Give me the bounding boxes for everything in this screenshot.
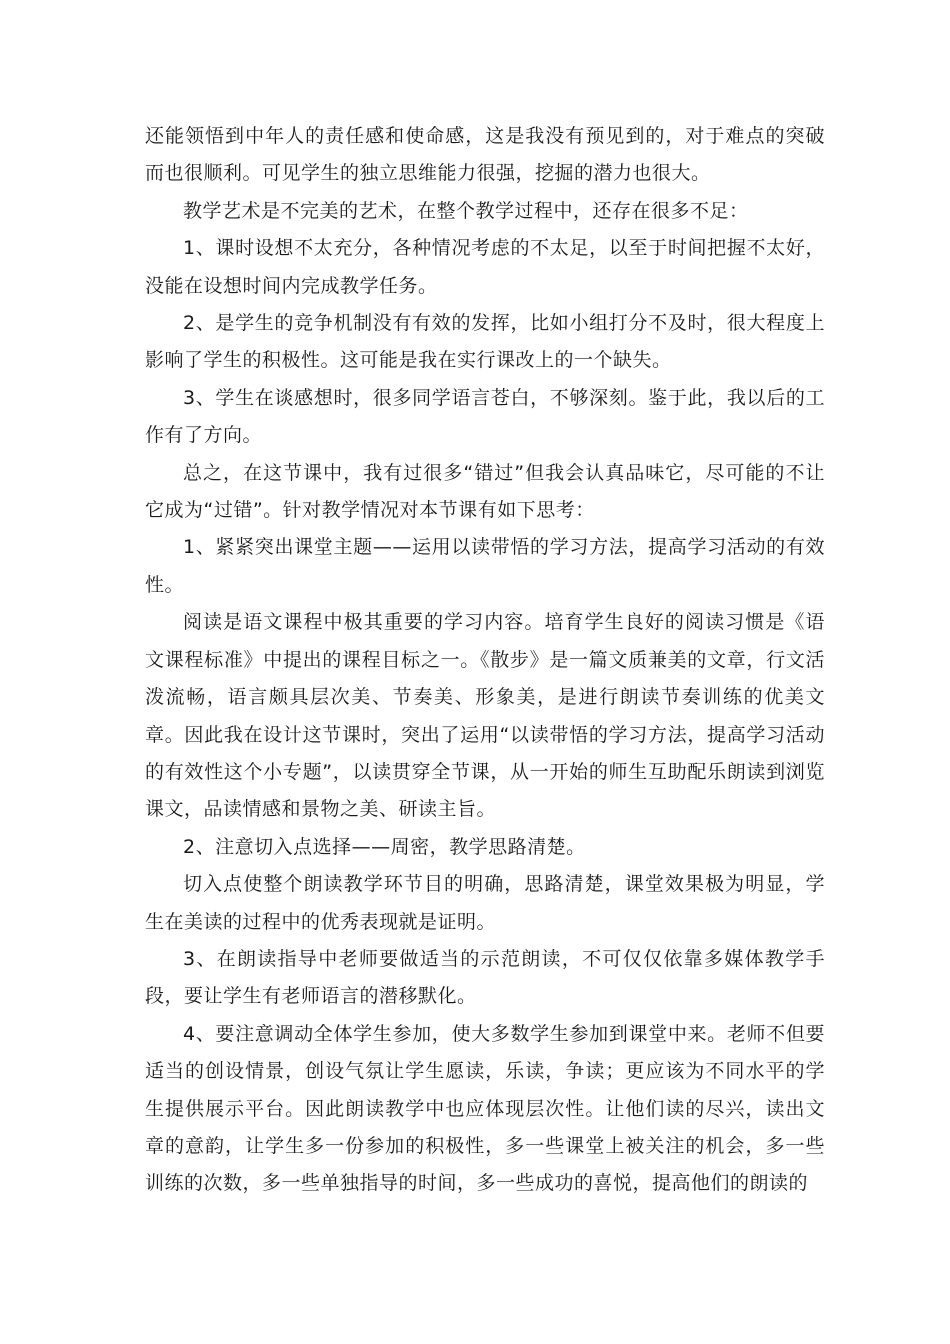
body-text xyxy=(145,118,825,1203)
paragraph-11: 3、在朗读指导中老师要做适当的示范朗读，不可仅仅依靠多媒体教学手段，要让学生有老师语言的潜移默化。 xyxy=(145,947,825,1008)
paragraph-4: 2、是学生的竞争机制没有有效的发挥，比如小组打分不及时，很大程度上影响了学生的积极性。这可能是我在实行课改上的一个缺失。 xyxy=(145,312,825,372)
paragraph-5: 3、学生在谈感想时，很多同学语言苍白，不够深刻。鉴于此，我以后的工作有了方向。 xyxy=(145,386,825,447)
paragraph-6: 总之，在这节课中，我有过很多“错过”但我会认真品味它，尽可能的不让它成为“过错”。针对教学情况对本节课有如下思考： xyxy=(145,461,825,522)
paragraph-2: 教学艺术是不完美的艺术，在整个教学过程中，还存在很多不足： xyxy=(183,199,749,222)
paragraph-1: 还能领悟到中年人的责任感和使命感，这是我没有预见到的，对于难点的突破而也很顺利。可见学生的独立思维能力很强，挖掘的潜力也很大。 xyxy=(145,125,825,185)
paragraph-7: 1、紧紧突出课堂主题——运用以读带悟的学习方法，提高学习活动的有效性。 xyxy=(145,536,825,596)
paragraph-12: 4、要注意调动全体学生参加，使大多数学生参加到课堂中来。老师不但要适当的创设情景，创设气氛让学生愿读，乐读，争读；更应该为不同水平的学生提供展示平台。因此朗读教学中也应体现层次性。让他们读的尽兴，读出文章的意韵，让学生多一份参加的积极性，多一些课堂上被关注的机会，多一些训练的次数，多一些单独指导的时间，多一些成功的喜悦，提高他们的朗读的 xyxy=(145,1022,825,1195)
paragraph-10: 切入点使整个朗读教学环节目的明确，思路清楚，课堂效果极为明显，学生在美读的过程中的优秀表现就是证明。 xyxy=(145,873,825,933)
paragraph-9: 2、注意切入点选择——周密，教学思路清楚。 xyxy=(183,835,586,858)
paragraph-8: 阅读是语文课程中极其重要的学习内容。培育学生良好的阅读习惯是《语文课程标准》中提出的课程目标之一。《散步》是一篇文质兼美的文章，行文活泼流畅，语言颇具层次美、节奏美、形象美，是进行朗读节奏训练的优美文章。因此我在设计这节课时，突出了运用“以读带悟的学习方法，提高学习活动的有效性这个小专题”，以读贯穿全节课，从一开始的师生互助配乐朗读到浏览课文，品读情感和景物之美、研读主旨。 xyxy=(145,611,825,821)
paragraph-3: 1、课时设想不太充分，各种情况考虑的不太足，以至于时间把握不太好，没能在设想时间内完成教学任务。 xyxy=(145,237,825,297)
